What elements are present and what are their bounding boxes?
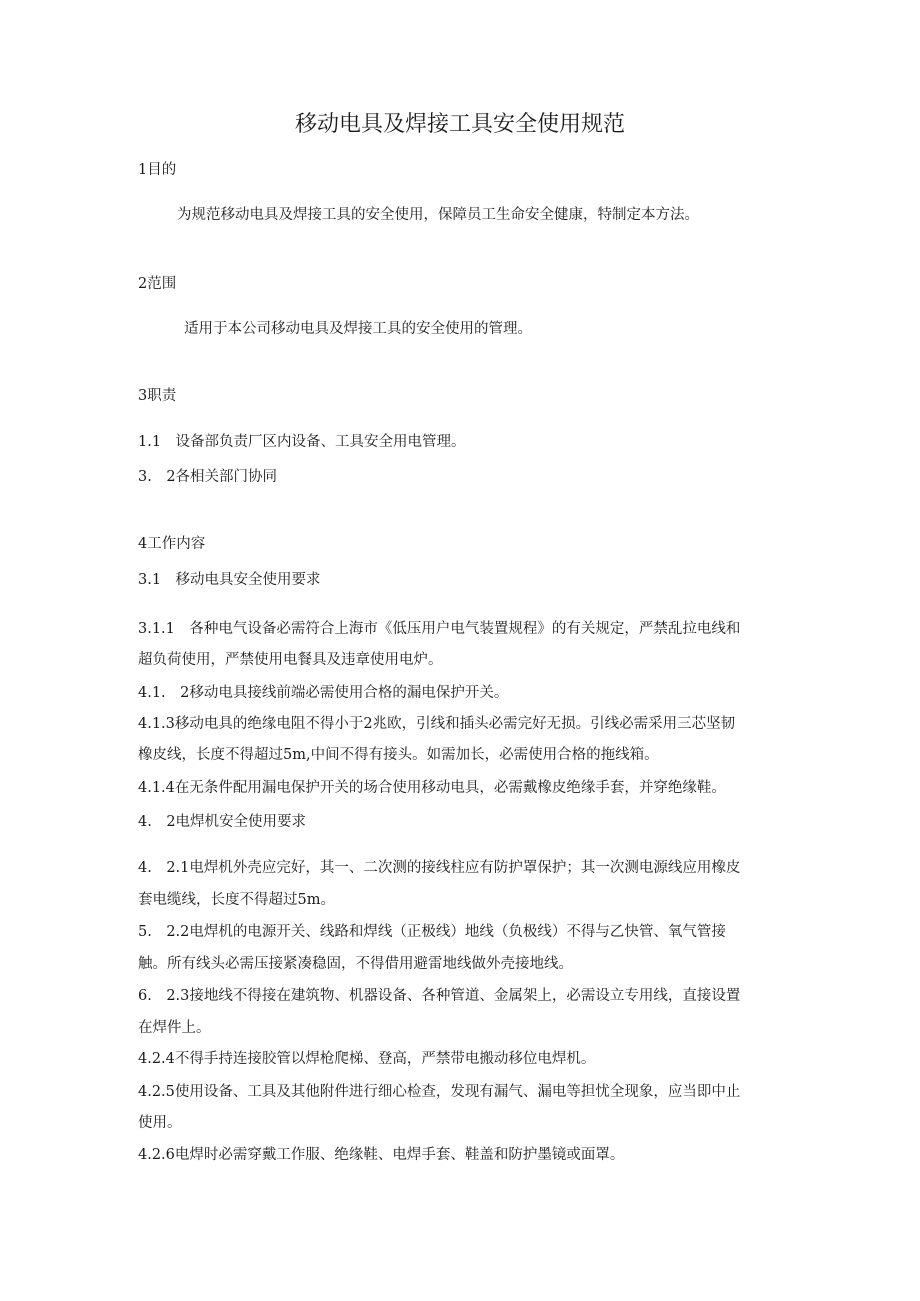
section-text-scope: 适用于本公司移动电具及焊接工具的安全使用的管理。 <box>184 321 532 337</box>
clause-3-1-1-line2: 超负荷使用，严禁使用电餐具及违章使用电炉。 <box>138 652 443 668</box>
subsection-heading-tools: 3.1 移动电具安全使用要求 <box>138 572 321 588</box>
clause-4-2-5-line2: 使用。 <box>138 1115 182 1131</box>
clause-4-2-3-line2: 在焊件上。 <box>138 1020 211 1036</box>
clause-4-2-1-line2: 套电缆线，长度不得超过5m。 <box>138 892 335 908</box>
section-heading-scope: 2范围 <box>138 276 177 292</box>
clause-4-2-2-line2: 触。所有线头必需压接紧凑稳固，不得借用避雷地线做外壳接地线。 <box>138 956 573 972</box>
clause-4-2-4: 4.2.4不得手持连接胶管以焊枪爬梯、登高，严禁带电搬动移位电焊机。 <box>138 1051 596 1067</box>
clause-3-1-1-line1: 3.1.1 各种电气设备必需符合上海市《低压用户电气装置规程》的有关规定，严禁乱拉电线和 <box>138 621 741 637</box>
clause-4-1-3-line2: 橡皮线，长度不得超过5m,中间不得有接头。如需加长，必需使用合格的拖线箱。 <box>138 747 659 763</box>
clause-4-1-4: 4.1.4在无条件配用漏电保护开关的场合使用移动电具，必需戴橡皮绝缘手套，并穿绝缘鞋。 <box>138 780 726 796</box>
clause-4-1-2: 4.1. 2移动电具接线前端必需使用合格的漏电保护开关。 <box>138 685 509 701</box>
section-heading-work: 4工作内容 <box>138 536 206 552</box>
subsection-heading-welder: 4. 2电焊机安全使用要求 <box>138 814 307 830</box>
clause-4-2-6: 4.2.6电焊时必需穿戴工作服、绝缘鞋、电焊手套、鞋盖和防护墨镜或面罩。 <box>138 1147 625 1163</box>
duty-item-1: 1.1 设备部负责厂区内设备、工具安全用电管理。 <box>138 434 466 450</box>
duty-item-2: 3. 2各相关部门协同 <box>138 469 278 485</box>
section-text-purpose: 为规范移动电具及焊接工具的安全使用，保障员工生命安全健康，特制定本方法。 <box>177 207 699 223</box>
document-title: 移动电具及焊接工具安全使用规范 <box>294 112 625 137</box>
clause-4-2-3-line1: 6. 2.3接地线不得接在建筑物、机器设备、各种管道、金属架上，必需设立专用线，直接设置 <box>138 988 741 1004</box>
clause-4-2-5-line1: 4.2.5使用设备、工具及其他附件进行细心检查，发现有漏气、漏电等担忧全现象，应当即中止 <box>138 1084 741 1100</box>
section-heading-purpose: 1目的 <box>138 162 177 178</box>
clause-4-2-2-line1: 5. 2.2电焊机的电源开关、线路和焊线（正极线）地线（负极线）不得与乙快管、氧气管接 <box>138 924 726 940</box>
clause-4-2-1-line1: 4. 2.1电焊机外壳应完好，其一、二次测的接线柱应有防护罩保护；其一次测电源线应用橡皮 <box>138 860 741 876</box>
section-heading-duties: 3职责 <box>138 388 177 404</box>
clause-4-1-3-line1: 4.1.3移动电具的绝缘电阻不得小于2兆欧，引线和插头必需完好无损。引线必需采用三芯坚韧 <box>138 716 736 732</box>
